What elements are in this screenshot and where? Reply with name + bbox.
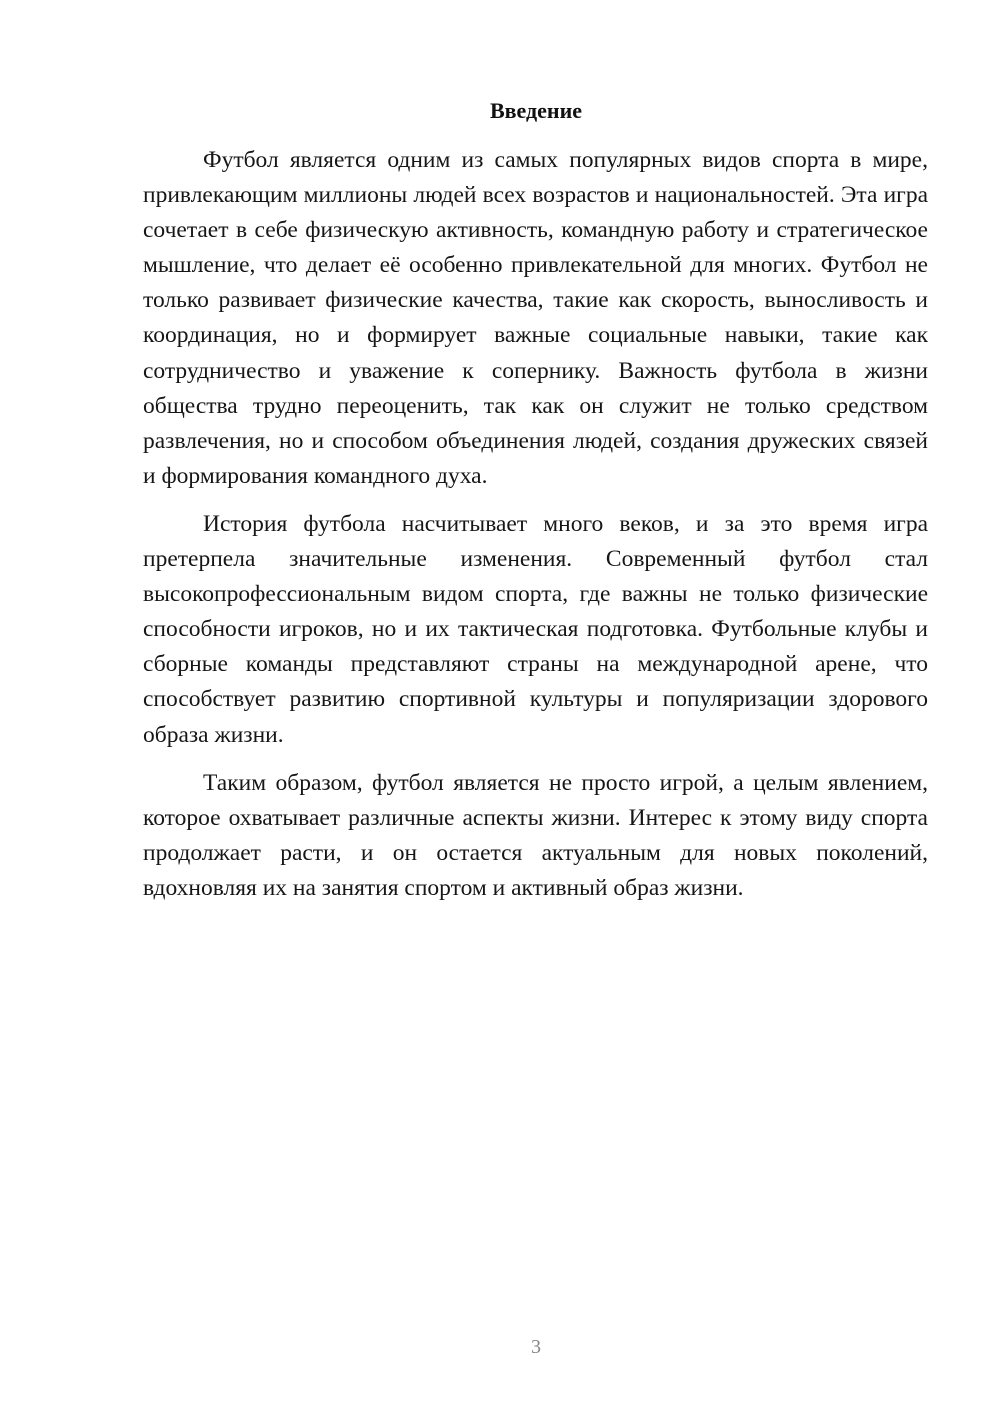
page-title: Введение <box>489 98 583 123</box>
page-number: 3 <box>531 1336 541 1358</box>
body-text <box>143 143 928 906</box>
paragraph-3: Таким образом, футбол является не просто игрой, а целым явлением, которое охватывает различные аспекты жизни. Интерес к этому виду спорта продолжает расти, и он остается актуальным для новых поколений, вдохновляя их на занятия спортом и активный образ жизни. <box>143 769 928 901</box>
paragraph-1: Футбол является одним из самых популярных видов спорта в мире, привлекающим миллионы людей всех возрастов и национальностей. Эта игра сочетает в себе физическую активность, командную работу и стратегическое мышление, что делает её особенно привлекательной для многих. Футбол не только развивает физические качества, такие как скорость, выносливость и координация, но и формирует важные социальные навыки, такие как сотрудничество и уважение к сопернику. Важность футбола в жизни общества трудно переоценить, так как он служит не только средством развлечения, но и способом объединения людей, создания дружеских связей и формирования командного духа. <box>143 147 928 489</box>
paragraph-2: История футбола насчитывает много веков, и за это время игра претерпела значительные изменения. Современный футбол стал высокопрофессиональным видом спорта, где важны не только физические способности игроков, но и их тактическая подготовка. Футбольные клубы и сборные команды представляют страны на международной арене, что способствует развитию спортивной культуры и популяризации здорового образа жизни. <box>143 510 928 748</box>
